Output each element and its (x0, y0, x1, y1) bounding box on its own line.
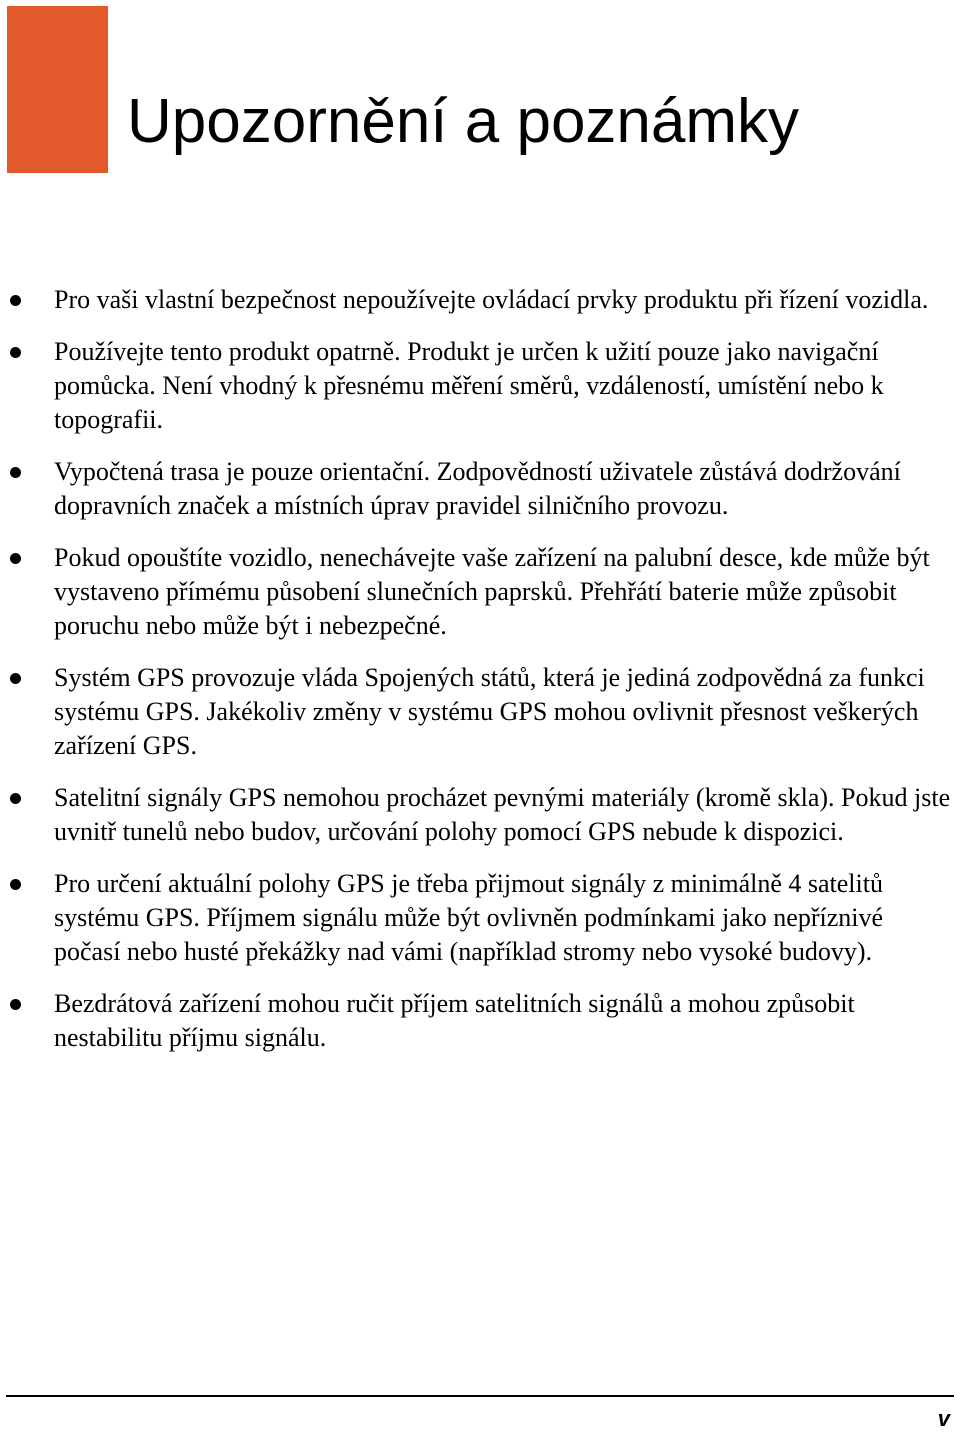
note-text: Používejte tento produkt opatrně. Produkt je určen k užití pouze jako navigační pomůcka. Není vhodný k přesnému měření směrů, vzdáleností, umístění nebo k topografii. (54, 337, 884, 434)
page-title: Upozornění a poznámky (127, 87, 800, 156)
bullet-icon (10, 793, 21, 804)
list-item (0, 781, 960, 849)
note-text: Vypočtená trasa je pouze orientační. Zodpovědností uživatele zůstává dodržování dopravních značek a místních úprav pravidel silničního provozu. (54, 457, 901, 520)
note-text: Systém GPS provozuje vláda Spojených států, která je jediná zodpovědná za funkci systému GPS. Jakékoliv změny v systému GPS mohou ovlivnit přesnost veškerých zařízení GPS. (54, 663, 925, 760)
note-text: Pokud opouštíte vozidlo, nenechávejte vaše zařízení na palubní desce, kde může být vystaveno přímému působení slunečních paprsků. Přehřátí baterie může způsobit poruchu nebo může být i nebezpečné. (54, 543, 930, 640)
list-item (0, 541, 960, 643)
note-text: Pro vaši vlastní bezpečnost nepoužívejte ovládací prvky produktu při řízení vozidla. (54, 285, 929, 314)
bullet-icon (10, 553, 21, 564)
notes-list (0, 283, 960, 1073)
list-item (0, 335, 960, 437)
bullet-icon (10, 879, 21, 890)
note-text: Bezdrátová zařízení mohou ručit příjem satelitních signálů a mohou způsobit nestabilitu příjmu signálu. (54, 989, 855, 1052)
note-text: Pro určení aktuální polohy GPS je třeba přijmout signály z minimálně 4 satelitů systému GPS. Příjmem signálu může být ovlivněn podmínkami jako nepříznivé počasí nebo husté překážky nad vámi (například stromy nebo vysoké budovy). (54, 869, 884, 966)
list-item (0, 283, 960, 317)
bullet-icon (10, 673, 21, 684)
list-item (0, 867, 960, 969)
list-item (0, 455, 960, 523)
bullet-icon (10, 347, 21, 358)
note-text: Satelitní signály GPS nemohou procházet pevnými materiály (kromě skla). Pokud jste uvnitř tunelů nebo budov, určování polohy pomocí GPS nebude k dispozici. (54, 783, 951, 846)
footer-divider (6, 1395, 954, 1397)
accent-block (7, 6, 108, 173)
list-item (0, 661, 960, 763)
page-number: v (937, 1406, 950, 1431)
list-item (0, 987, 960, 1055)
bullet-icon (10, 467, 21, 478)
bullet-icon (10, 999, 21, 1010)
bullet-icon (10, 295, 21, 306)
